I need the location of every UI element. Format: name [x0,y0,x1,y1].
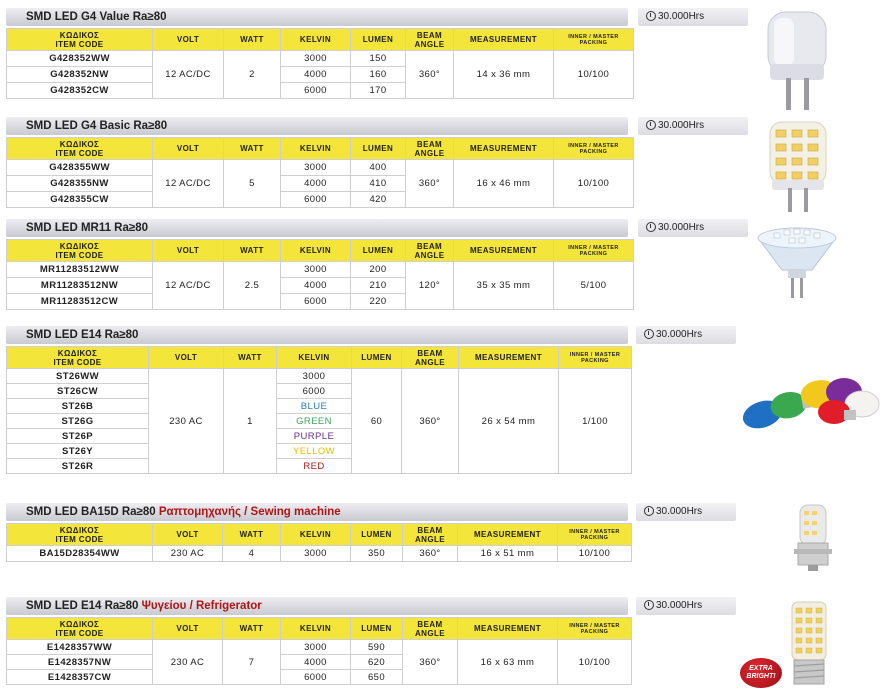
beam-value: 360° [403,546,458,562]
table-row [7,640,632,655]
volt-value: 230 AC [149,369,224,474]
section-title-text: SMD LED G4 Basic Ra≥80 [26,120,168,132]
header-lumen: LUMEN [351,29,406,51]
spec-table [6,617,632,685]
section-title [6,503,628,521]
header-watt: WATT [224,29,281,51]
beam-value: 360° [406,160,454,208]
color-value-blue: BLUE [277,399,352,414]
section-g4-basic [6,117,746,209]
lumen-value: 650 [351,670,403,685]
extra-bright-badge [740,658,782,688]
header-code: ΚΩΔΙΚΟΣ ITEM CODE [7,618,153,640]
volt-value: 230 AC [153,640,223,685]
item-code: ST26P [7,429,149,444]
lumen-value: 590 [351,640,403,655]
lumen-value: 620 [351,655,403,670]
item-code: G428355NW [7,176,153,192]
header-packing: INNER / MASTER PACKING [554,138,634,160]
kelvin-value: 4000 [281,278,351,294]
table-row [7,160,634,176]
badge-line2: BRIGHT! [746,673,776,680]
header-measurement: MEASUREMENT [454,138,554,160]
kelvin-value: 6000 [281,83,351,99]
header-watt: WATT [224,347,277,369]
header-lumen: LUMEN [352,347,402,369]
table-row [7,369,632,384]
lumen-value: 60 [352,369,402,474]
hours-badge [638,219,748,237]
header-beam: BEAM ANGLE [406,29,454,51]
item-code: ST26WW [7,369,149,384]
hours-badge [638,117,748,135]
kelvin-value: 3000 [277,369,352,384]
header-packing: INNER / MASTER PACKING [554,29,634,51]
header-measurement: MEASUREMENT [454,240,554,262]
lumen-value: 200 [351,262,406,278]
header-code: ΚΩΔΙΚΟΣ ITEM CODE [7,138,153,160]
spec-table [6,523,632,562]
item-code: ST26R [7,459,149,474]
item-code: MR11283512WW [7,262,153,278]
item-code: E1428357NW [7,655,153,670]
section-title-text: SMD LED G4 Value Ra≥80 [26,11,167,23]
kelvin-value: 4000 [281,67,351,83]
header-beam: BEAM ANGLE [406,138,454,160]
section-title [6,597,628,615]
hours-text: 30.000Hrs [658,11,705,22]
lumen-value: 420 [351,192,406,208]
header-beam: BEAM ANGLE [403,524,458,546]
header-kelvin: KELVIN [281,618,351,640]
section-title-subtitle: Ψυγείου / Refrigerator [141,600,262,612]
watt-value: 7 [223,640,281,685]
packing-value: 10/100 [554,51,634,99]
item-code: G428355CW [7,192,153,208]
volt-value: 230 AC [153,546,223,562]
lumen-value: 350 [351,546,403,562]
kelvin-value: 3000 [281,640,351,655]
item-code: MR11283512NW [7,278,153,294]
volt-value: 12 AC/DC [153,51,224,99]
header-lumen: LUMEN [351,138,406,160]
kelvin-value: 4000 [281,176,351,192]
header-packing: INNER / MASTER PACKING [559,347,632,369]
header-kelvin: KELVIN [281,240,351,262]
g4-value-bulb-image [758,8,838,112]
item-code: G428352CW [7,83,153,99]
color-value-red: RED [277,459,352,474]
e14-refrigerator-bulb-image [784,600,834,688]
packing-value: 10/100 [558,546,632,562]
measurement-value: 35 x 35 mm [454,262,554,310]
table-row [7,51,634,67]
item-code: MR11283512CW [7,294,153,310]
kelvin-value: 3000 [281,160,351,176]
kelvin-value: 4000 [281,655,351,670]
section-title-text: SMD LED MR11 Ra≥80 [26,222,148,234]
header-measurement: MEASUREMENT [458,618,558,640]
beam-value: 360° [406,51,454,99]
g4-basic-bulb-image [764,118,834,214]
section-title [6,117,628,135]
section-e14-color [6,326,746,474]
packing-value: 10/100 [558,640,632,685]
header-kelvin: KELVIN [277,347,352,369]
hours-badge [636,326,736,344]
header-code: ΚΩΔΙΚΟΣ ITEM CODE [7,524,153,546]
header-volt: VOLT [153,29,224,51]
beam-value: 360° [402,369,459,474]
measurement-value: 16 x 46 mm [454,160,554,208]
header-kelvin: KELVIN [281,138,351,160]
section-title-text: SMD LED E14 Ra≥80 [26,329,139,341]
beam-value: 120° [406,262,454,310]
hours-badge [636,503,736,521]
header-measurement: MEASUREMENT [454,29,554,51]
color-value-yellow: YELLOW [277,444,352,459]
measurement-value: 16 x 51 mm [458,546,558,562]
section-title [6,8,628,26]
kelvin-value: 6000 [281,294,351,310]
header-lumen: LUMEN [351,618,403,640]
header-volt: VOLT [149,347,224,369]
section-ba15d [6,503,746,563]
volt-value: 12 AC/DC [153,262,224,310]
spec-table [6,346,632,474]
item-code: ST26G [7,414,149,429]
hours-text: 30.000Hrs [656,600,703,611]
section-title-text: SMD LED E14 Ra≥80 [26,600,139,612]
ba15d-bulb-image [790,503,836,573]
section-e14-refrigerator [6,597,746,689]
badge-line1: EXTRA [749,665,773,672]
header-watt: WATT [224,240,281,262]
color-value-purple: PURPLE [277,429,352,444]
header-beam: BEAM ANGLE [402,347,459,369]
spec-table [6,239,634,310]
item-code: E1428357WW [7,640,153,655]
beam-value: 360° [403,640,458,685]
watt-value: 4 [223,546,281,562]
kelvin-value: 6000 [281,192,351,208]
e14-colored-bulbs-image [740,372,882,432]
section-title-subtitle: Ραπτομηχανής / Sewing machine [158,506,341,518]
packing-value: 5/100 [554,262,634,310]
header-packing: INNER / MASTER PACKING [558,524,632,546]
header-volt: VOLT [153,138,224,160]
section-g4-value [6,8,746,108]
table-row [7,262,634,278]
header-packing: INNER / MASTER PACKING [558,618,632,640]
item-code: G428352NW [7,67,153,83]
lumen-value: 150 [351,51,406,67]
clock-icon [644,600,654,610]
kelvin-value: 3000 [281,51,351,67]
kelvin-value: 3000 [281,262,351,278]
lumen-value: 210 [351,278,406,294]
header-watt: WATT [223,618,281,640]
item-code: BA15D28354WW [7,546,153,562]
lumen-value: 170 [351,83,406,99]
item-code: ST26Y [7,444,149,459]
clock-icon [646,11,656,21]
volt-value: 12 AC/DC [153,160,224,208]
lumen-value: 410 [351,176,406,192]
watt-value: 2.5 [224,262,281,310]
header-lumen: LUMEN [351,240,406,262]
watt-value: 5 [224,160,281,208]
header-code: ΚΩΔΙΚΟΣ ITEM CODE [7,240,153,262]
header-code: ΚΩΔΙΚΟΣ ITEM CODE [7,29,153,51]
clock-icon [646,222,656,232]
header-lumen: LUMEN [351,524,403,546]
clock-icon [644,329,654,339]
hours-badge [638,8,748,26]
header-kelvin: KELVIN [281,29,351,51]
hours-text: 30.000Hrs [658,222,705,233]
lumen-value: 160 [351,67,406,83]
hours-badge [636,597,736,615]
section-title-text: SMD LED BA15D Ra≥80 [26,506,156,518]
hours-text: 30.000Hrs [656,506,703,517]
header-beam: BEAM ANGLE [403,618,458,640]
header-code: ΚΩΔΙΚΟΣ ITEM CODE [7,347,149,369]
mr11-bulb-image [752,224,842,302]
header-volt: VOLT [153,524,223,546]
header-watt: WATT [224,138,281,160]
header-measurement: MEASUREMENT [458,524,558,546]
clock-icon [644,506,654,516]
section-title [6,219,628,237]
clock-icon [646,120,656,130]
watt-value: 2 [224,51,281,99]
item-code: ST26CW [7,384,149,399]
header-measurement: MEASUREMENT [459,347,559,369]
section-mr11 [6,219,746,311]
spec-table [6,137,634,208]
spec-table [6,28,634,99]
item-code: E1428357CW [7,670,153,685]
header-watt: WATT [223,524,281,546]
hours-text: 30.000Hrs [656,329,703,340]
header-beam: BEAM ANGLE [406,240,454,262]
kelvin-value: 6000 [281,670,351,685]
measurement-value: 16 x 63 mm [458,640,558,685]
color-value-green: GREEN [277,414,352,429]
header-volt: VOLT [153,618,223,640]
item-code: G428355WW [7,160,153,176]
measurement-value: 14 x 36 mm [454,51,554,99]
kelvin-value: 6000 [277,384,352,399]
item-code: G428352WW [7,51,153,67]
packing-value: 10/100 [554,160,634,208]
table-row [7,546,632,562]
packing-value: 1/100 [559,369,632,474]
hours-text: 30.000Hrs [658,120,705,131]
watt-value: 1 [224,369,277,474]
item-code: ST26B [7,399,149,414]
lumen-value: 400 [351,160,406,176]
measurement-value: 26 x 54 mm [459,369,559,474]
section-title [6,326,628,344]
header-packing: INNER / MASTER PACKING [554,240,634,262]
header-volt: VOLT [153,240,224,262]
lumen-value: 220 [351,294,406,310]
header-kelvin: KELVIN [281,524,351,546]
kelvin-value: 3000 [281,546,351,562]
